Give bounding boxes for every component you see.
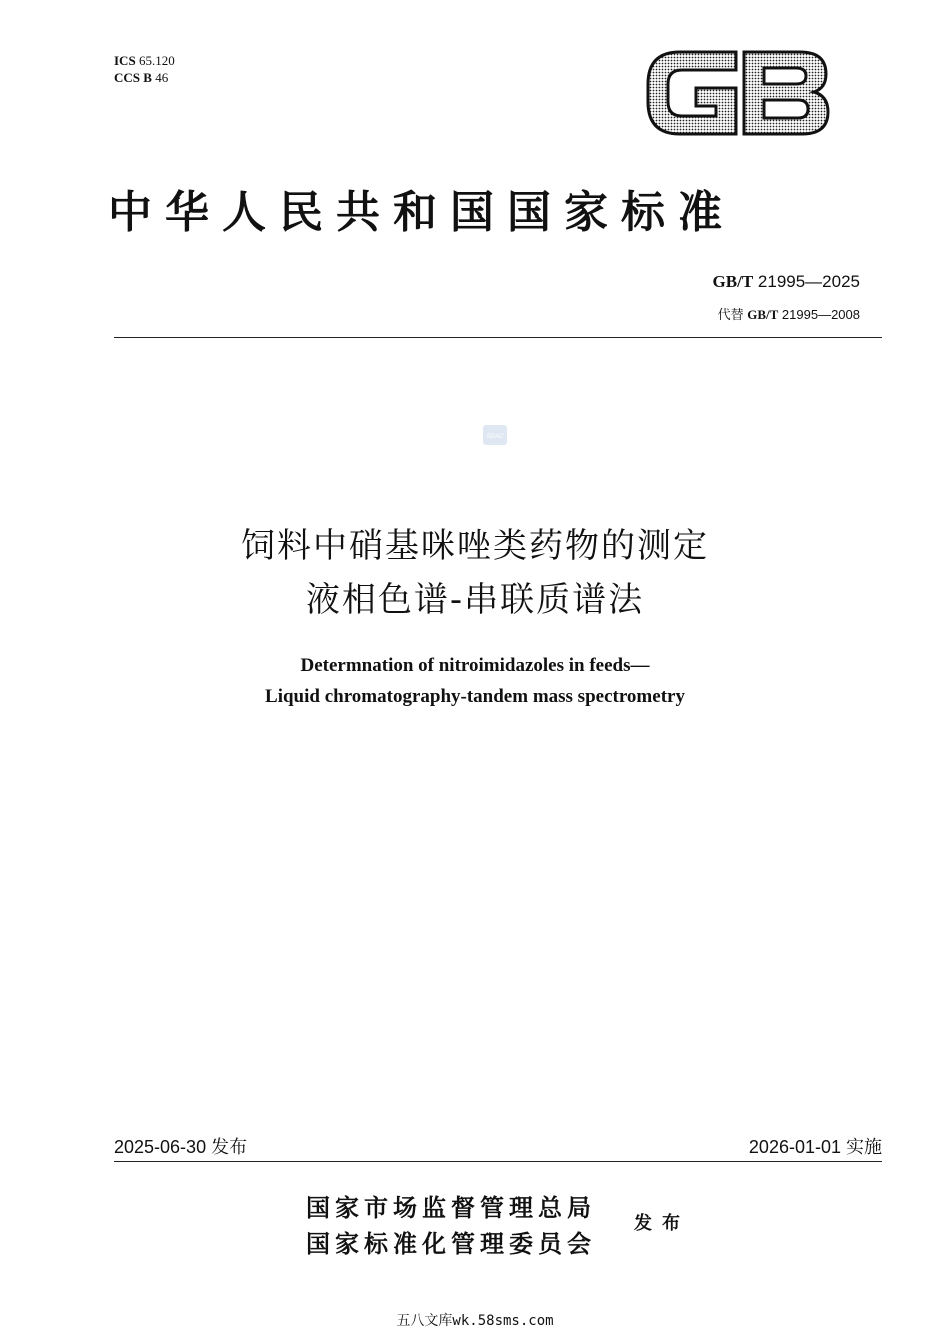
issue-label: 发布	[634, 1213, 690, 1234]
replaces-standard	[718, 304, 860, 323]
sac-watermark-icon	[482, 424, 508, 446]
ics-value: 65.120	[138, 53, 175, 68]
english-title-line-1: Determnation of nitroimidazoles in feeds—	[300, 655, 650, 676]
issuer-sac: 国家标准化管理委员会	[306, 1229, 596, 1258]
standard-number-value: 21995—2025	[757, 272, 860, 291]
replaces-code: GB/T	[747, 307, 779, 322]
ccs-line	[114, 69, 175, 86]
gb-logo-text: GB	[640, 44, 642, 45]
national-standard-title: 中华人民共和国国家标准	[108, 187, 735, 238]
chinese-title-line-2: 液相色谱-串联质谱法	[305, 580, 645, 620]
footer-watermark-text: 五八文库wk.58sms.com	[396, 1313, 554, 1329]
ics-line	[114, 52, 175, 69]
gb-logo-icon	[640, 44, 834, 142]
chinese-title-line-1: 饲料中硝基咪唑类药物的测定	[241, 526, 709, 566]
replaces-label: 代替	[717, 307, 744, 322]
issuer-samr: 国家市场监督管理总局	[306, 1193, 596, 1222]
top-divider	[114, 337, 882, 338]
ics-label: ICS	[114, 53, 136, 68]
standard-number	[713, 272, 860, 292]
classification-block	[114, 52, 175, 86]
publish-date: 2025-06-30 发布	[114, 1137, 248, 1157]
replaces-number: 21995—2008	[781, 307, 860, 322]
watermark-text: SDAC	[486, 434, 504, 440]
ccs-value: 46	[155, 70, 169, 85]
ccs-label: CCS B	[114, 70, 152, 85]
effective-date: 2026-01-01 实施	[748, 1137, 882, 1157]
english-title-line-2: Liquid chromatography-tandem mass spectrometry	[265, 686, 685, 707]
bottom-divider	[114, 1161, 882, 1162]
standard-code: GB/T	[712, 272, 754, 291]
